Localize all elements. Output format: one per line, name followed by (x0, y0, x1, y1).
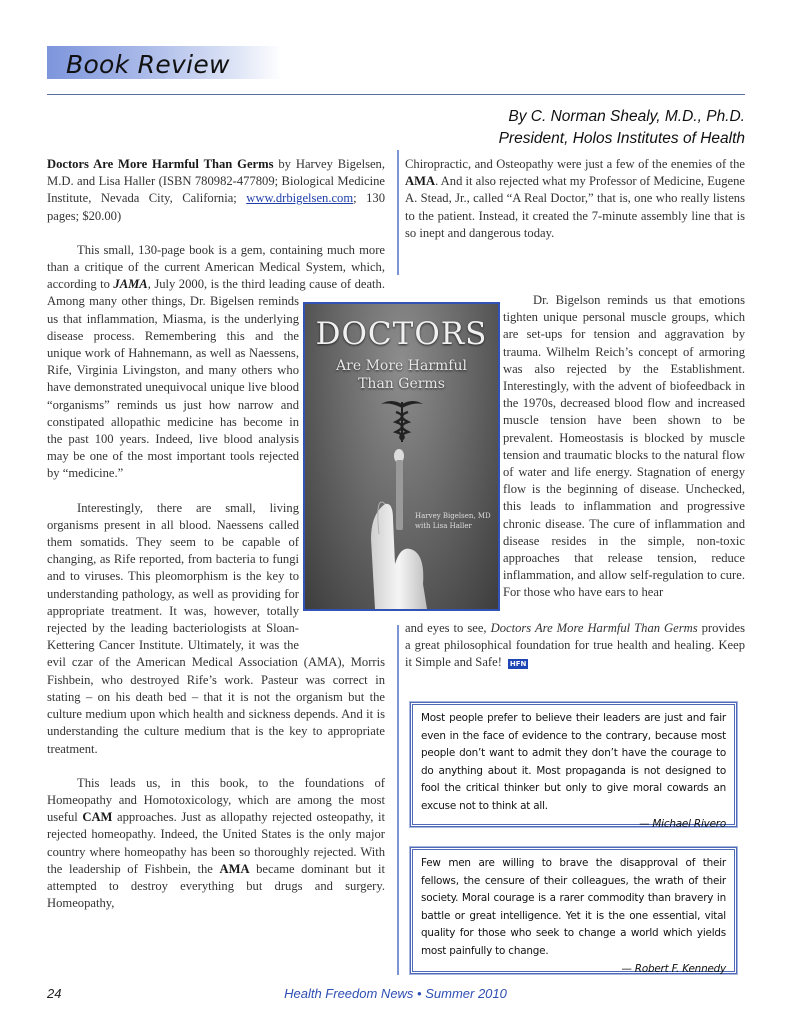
paragraph-gap (47, 225, 385, 242)
column-divider (397, 625, 399, 975)
book-citation (47, 156, 385, 225)
text-wrap-spacer (405, 292, 503, 620)
paragraph-text: . And it also rejected what my Professor of Medicine, Eugene A. Stead, Jr., called “A Real Doctor,” that is, one who really listens to the patient. Instead, it created the 7-minute assembly line that is so inept and dangerous today. (405, 174, 745, 240)
cover-subtitle-line: Than Germs (358, 376, 445, 392)
quote-text: Few men are willing to brave the disapproval of their fellows, the censure of their colleagues, the wrath of their society. Moral courage is a rarer commodity than bravery in battle or great intelligence. Yet it is the one essential, vital quality for those who seek to change a world which yields most painfully to change. (421, 857, 726, 957)
byline (499, 106, 745, 150)
header-divider (47, 94, 745, 95)
byline-author: By C. Norman Shealy, M.D., Ph.D. (508, 108, 745, 125)
book-title: Doctors Are More Harmful Than Germs (47, 157, 274, 171)
acronym: AMA (405, 174, 436, 189)
pull-quote (410, 847, 737, 974)
paragraph-text: approaches. Just as allopathy rejected osteopathy, it rejected homeopathy. Indeed, the United States is the only major country where homeopathy has been so thoroughly rejected. With the leadership of Fishbein, the (47, 810, 385, 876)
column-divider (397, 150, 399, 275)
acronym: AMA (219, 861, 250, 876)
paragraph-text: This leads us, in this book, to the foundations of Homeopathy and Homotoxicology, which are among the most useful (47, 775, 385, 825)
citation-text: by Harvey Bigelsen, M.D. and Lisa Haller (ISBN 780982-477809; Biological Medicine Institute, Nevada City, California; (47, 157, 385, 206)
paragraph-text: became dominant but it attempted to destroy everything but drugs and surgery. Homeopathy, (47, 861, 385, 911)
paragraph-text: , July 2000, is the third leading cause of death. Among many other things, Dr. Bigelsen reminds us that inflammation, Miasma, is the underlying disease process. Remembering this and the unique work of Hahnemann, as well as Naessens, Rife, Virginia Livingston, and many others who have demonstrated unequivocal unique live blood “organisms” reminds us just how narrow and constipated allopathic medicine has become in the past 100 years. Indeed, live blood analysis may be one of the most important tools rejected by “medicine.” (47, 277, 385, 481)
section-title: Book Review (66, 50, 230, 79)
paragraph-text: Interestingly, there are small, living organisms present in all blood. Naessens called them somatids. They seem to be capable of changing, as Rife reported, (47, 500, 299, 567)
book-website-link[interactable]: www.drbigelsen.com (246, 191, 354, 206)
paragraph-text: and eyes to see, (405, 621, 491, 635)
paragraph-text: provides a great philosophical foundation for true health and healing. Keep it Simple and Safe! (405, 621, 745, 670)
paragraph-text: Dr. Bigelson reminds us that emotions tighten unique personal muscle groups, which are set-ups for tension and aggravation by trauma. Wilhelm Reich’s concept of armoring was also rejected by the Establishment. Interestingly, with the advent of biofeedback in the 1970s, decreased blood flow and increased muscle tension have been shown to be prevalent. Homeostasis is blocked by muscle tension and traumatic blocks to the natural flow of water and life energy. Stagnation of energy flow is the beginning of disease. Unchecked, this leads to inflammation and progressive chronic disease. The cure of inflammation and disease resides in the simple, non-toxic approaches that release tension, reduce inflammation, and allow self-regulation to cure. For those who have ears to hear (503, 293, 745, 600)
right-column-wrap (405, 292, 745, 672)
cover-subtitle-line: Are More Harmful (336, 358, 467, 374)
quote-attribution: — Robert F. Kennedy (621, 962, 726, 975)
end-of-article-icon: HFN (509, 659, 527, 668)
pull-quote (410, 702, 737, 830)
paragraph (47, 775, 385, 913)
paragraph-text: from bacteria to fungi and to viruses. This pleomorphism is the key to understanding pathology, as well as providing for appropriate treatment. It was, however, totally rejected by the leading bacteriologists at Sloan-Kettering Cancer Institute. Ultimately, it was the evil czar of the American Medical Association (AMA), Morris Fishbein, who destroyed Rife’s work. Pasteur was correct in stating – on his death bed – that it is not the organism but the culture medium upon which health and sickness depends. And it is understanding the culture medium that is the key to appropriate treatment. (47, 552, 385, 756)
book-title-inline: Doctors Are More Harmful Than Germs (490, 621, 698, 635)
cover-author: Harvey Bigelsen, MD (415, 512, 491, 520)
byline-affiliation: President, Holos Institutes of Health (498, 130, 745, 147)
paragraph (405, 156, 745, 242)
paragraph-text: This small, 130-page book is a gem, containing much more than a critique of the current American Medical System, which, according to (47, 242, 385, 292)
paragraph-text: Chiropractic, and Osteopathy were just a few of the enemies of the (405, 157, 745, 171)
publication-footer: Health Freedom News • Summer 2010 (284, 986, 507, 1001)
acronym: CAM (82, 810, 113, 825)
right-column (405, 156, 745, 242)
citation-tail: ; 130 pages; $20.00) (47, 191, 385, 223)
journal-name: JAMA (113, 277, 148, 292)
page-number: 24 (47, 986, 62, 1001)
quote-attribution: — Michael Rivero (639, 817, 726, 830)
quote-text: Most people prefer to believe their leaders are just and fair even in the face of evidence to the contrary, because most people don’t want to admit they don’t have the courage to do anything about it. Most propaganda is not designed to fool the critical thinker but only to give moral cowards an excuse not to think at all. (421, 712, 726, 812)
paragraph-continued (405, 620, 745, 672)
cover-author: with Lisa Haller (415, 522, 472, 530)
paragraph-gap (47, 758, 385, 775)
cover-title: DOCTORS (315, 316, 488, 352)
